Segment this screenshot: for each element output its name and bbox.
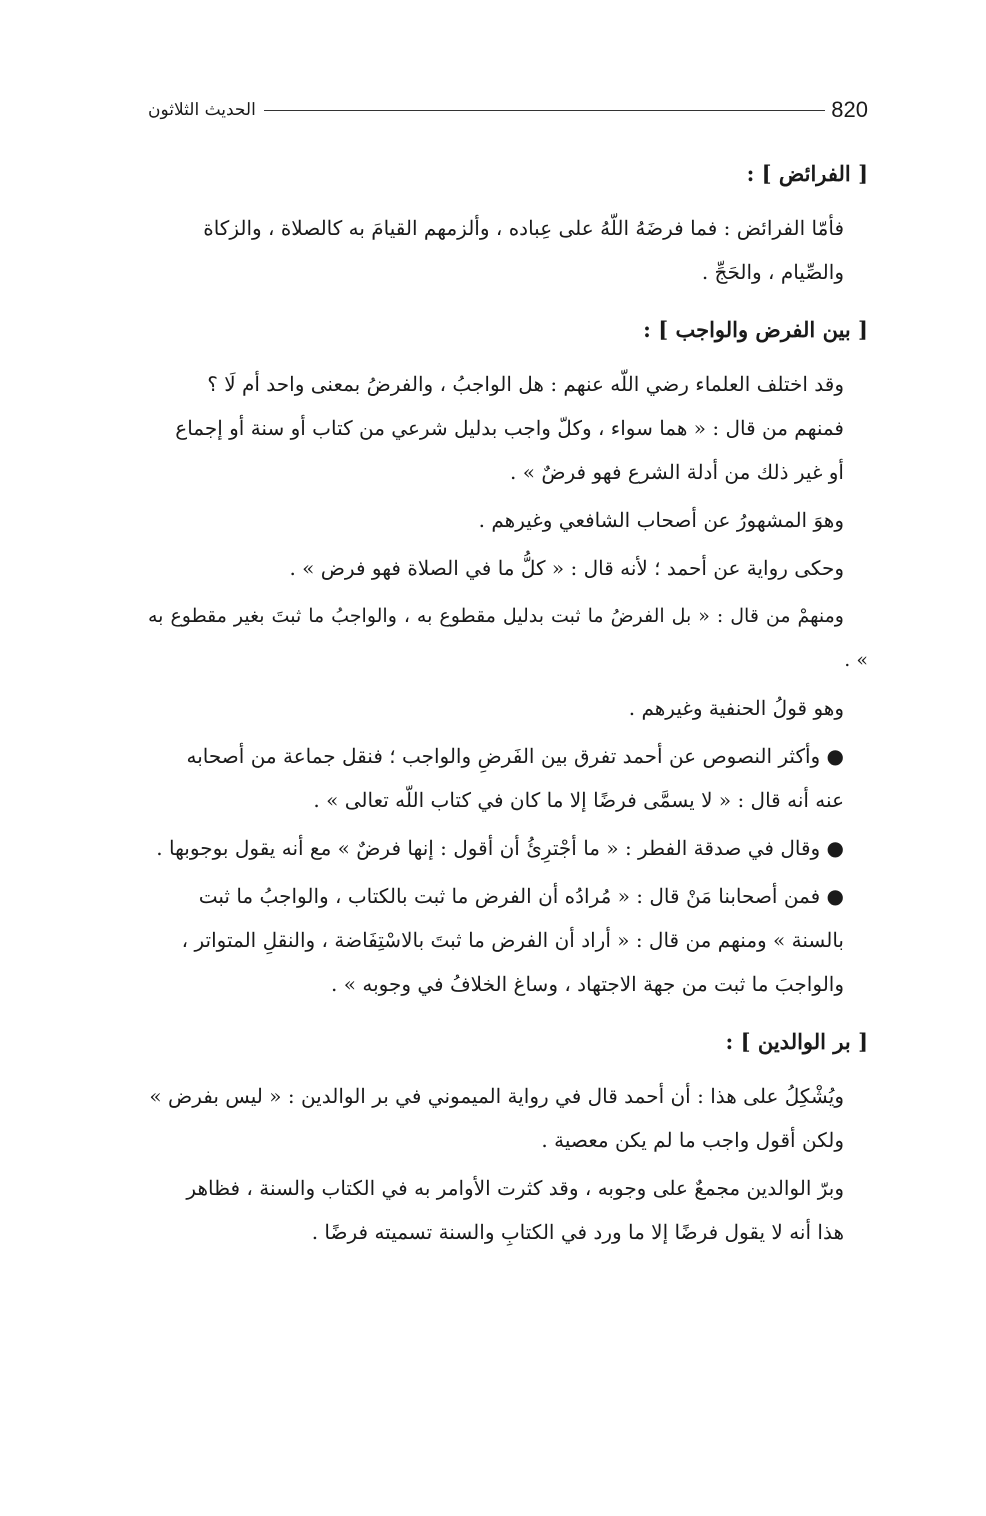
text-line: والصِّيام ، والحَجِّ .: [701, 260, 844, 284]
section-heading-fard-wajib: [ بين الفرض والواجب ] :: [643, 317, 868, 342]
text-line: وقد اختلف العلماء رضي اللّه عنهم : هل الواجبُ ، والفرضُ بمعنى واحد أم لَا ؟: [207, 372, 844, 396]
text-line: هذا أنه لا يقول فرضًا إلا ما ورد في الكتابِ والسنة تسميته فرضًا .: [311, 1220, 844, 1244]
text-line: بالسنة » ومنهم من قال : « أراد أن الفرض ما ثبتَ بالاسْتِفَاضة ، والنقلِ المتواتر ،: [181, 928, 844, 952]
text-line: ويُشْكِلُ على هذا : أن أحمد قال في رواية الميموني في بر الوالدين : « ليس بفرض »: [149, 1084, 844, 1108]
bullet-paragraph: ● وقال في صدقة الفطر : « ما أجْترِئُ أن أقول : إنها فرضٌ » مع أنه يقول بوجوبها .: [156, 836, 844, 860]
text-line: والواجبَ ما ثبت من جهة الاجتهاد ، وساغ الخلافُ في وجوبه » .: [331, 972, 844, 996]
paragraph: وهوَ المشهورُ عن أصحاب الشافعي وغيرهم .: [478, 508, 844, 532]
paragraph: [148, 362, 868, 494]
paragraph: [148, 1166, 868, 1254]
text-line: ● فمن أصحابنا مَنْ قال : « مُرادُه أن الفرض ما ثبت بالكتاب ، والواجبُ ما ثبت: [198, 884, 844, 908]
paragraph: ومنهمْ من قال : « بل الفرضُ ما ثبت بدليل مقطوع به ، والواجبُ ما ثبتَ بغير مقطوع به » .: [148, 605, 868, 671]
header-rule: [264, 110, 825, 111]
bullet-paragraph: [148, 734, 868, 822]
page-header: [148, 96, 868, 124]
running-title: الحديث الثلاثون: [148, 100, 256, 120]
text-line: فمنهم من قال : « هما سواء ، وكلّ واجب بدليل شرعي من كتاب أو سنة أو إجماع: [175, 416, 844, 440]
page-number: 820: [831, 97, 868, 122]
text-line: عنه أنه قال : « لا يسمَّى فرضًا إلا ما كان في كتاب اللّه تعالى » .: [313, 788, 844, 812]
page-body: [148, 150, 868, 1268]
bullet-paragraph: [148, 874, 868, 1006]
section-heading-birr-walidayn: [ بر الوالدين ] :: [725, 1029, 868, 1054]
text-line: ● وأكثر النصوص عن أحمد تفرق بين الفَرضِ والواجب ؛ فنقل جماعة من أصحابه: [186, 744, 844, 768]
text-line: أو غير ذلك من أدلة الشرع فهو فرضٌ » .: [510, 460, 844, 484]
paragraph: [148, 206, 868, 294]
text-line: فأمّا الفرائض : فما فرضَهُ اللّهُ على عِباده ، وألزمهم القيامَ به كالصلاة ، والزكاة: [203, 216, 844, 240]
paragraph: [148, 1074, 868, 1162]
text-line: وبرّ الوالدين مجمعٌ على وجوبه ، وقد كثرت الأوامر به في الكتاب والسنة ، فظاهر: [186, 1176, 844, 1200]
text-line: ولكن أقول واجب ما لم يكن معصية .: [541, 1128, 844, 1152]
paragraph: وحكى رواية عن أحمد ؛ لأنه قال : « كلُّ ما في الصلاة فهو فرض » .: [289, 556, 844, 580]
section-heading-faraid: [ الفرائض ] :: [746, 161, 868, 186]
paragraph: وهو قولُ الحنفية وغيرهم .: [628, 696, 844, 720]
